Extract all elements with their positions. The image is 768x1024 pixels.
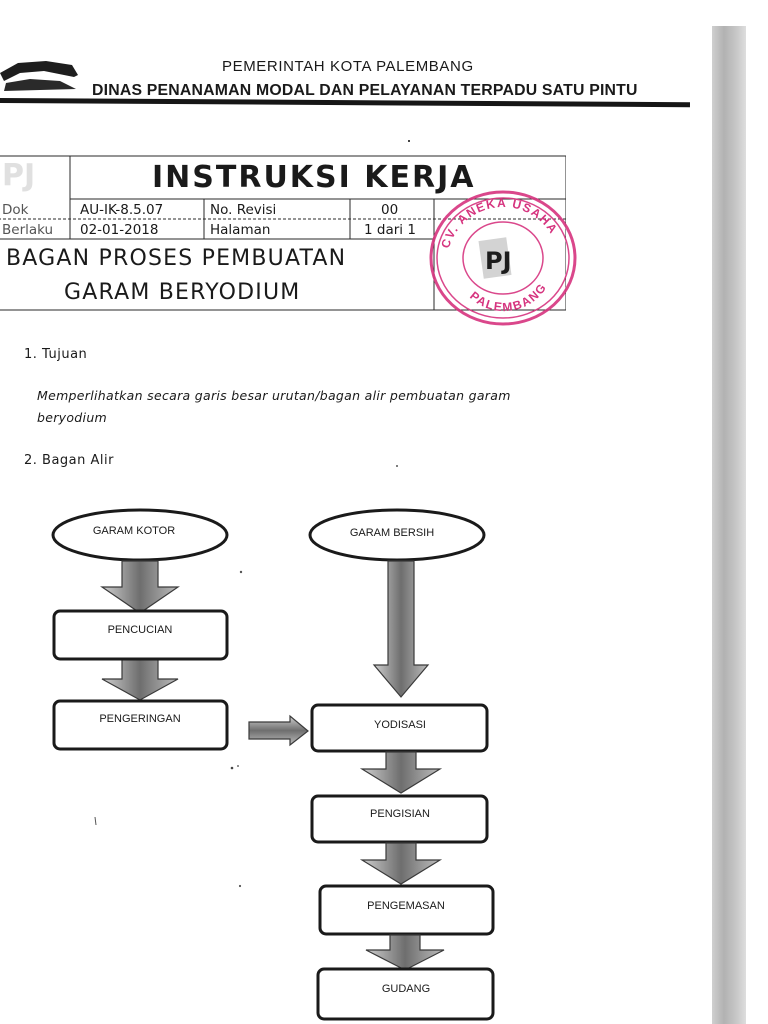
document-name-line-2: GARAM BERYODIUM: [64, 280, 301, 305]
step-pencucian-label: PENCUCIAN: [107, 624, 173, 636]
flowchart: [0, 495, 768, 1024]
speck: [239, 885, 241, 887]
step-yodisasi-label: YODISASI: [374, 719, 426, 731]
step-pengeringan-label: PENGERINGAN: [99, 713, 181, 725]
speck: [231, 767, 234, 770]
stamp-bottom-text: PALEMBANG: [467, 280, 550, 315]
speck: [237, 765, 239, 767]
arrow-down-long-icon: [374, 561, 428, 697]
step-pengemasan: [320, 886, 493, 934]
government-name: PEMERINTAH KOTA PALEMBANG: [222, 58, 474, 75]
stamp-top-text: CV. ANEKA USAHA: [438, 195, 561, 251]
step-yodisasi: [312, 705, 487, 751]
speck: [95, 817, 96, 825]
speck: [408, 140, 410, 142]
start-garam-kotor-label: GARAM KOTOR: [92, 525, 176, 537]
halaman-value: 1 dari 1: [364, 222, 416, 238]
arrow-right-icon: [249, 716, 308, 745]
berlaku-label: Berlaku: [2, 222, 54, 238]
section-1-body-line-2: beryodium: [37, 410, 108, 425]
speck: [240, 571, 242, 573]
step-pengeringan: [54, 701, 227, 749]
section-1-body-line-1: Memperlihatkan secara garis besar urutan/bagan alir pembuatan garam: [37, 388, 511, 403]
step-pengisian-label: PENGISIAN: [370, 808, 430, 820]
speck: [396, 465, 398, 467]
arrow-down-icon: [362, 752, 440, 793]
step-gudang-label: GUDANG: [381, 983, 431, 995]
berlaku-value: 02-01-2018: [80, 222, 159, 238]
dok-value: AU-IK-8.5.07: [80, 202, 164, 218]
arrow-down-icon: [362, 843, 440, 884]
start-garam-bersih: [310, 510, 484, 560]
start-garam-bersih-label: GARAM BERSIH: [349, 527, 435, 539]
revisi-label: No. Revisi: [210, 202, 277, 218]
step-pencucian: [54, 611, 227, 659]
step-pengemasan-label: PENGEMASAN: [367, 900, 445, 912]
table-logo: PJ: [2, 158, 36, 193]
dok-label: Dok: [2, 202, 29, 218]
revisi-value: 00: [381, 202, 399, 218]
start-garam-kotor: [53, 510, 227, 560]
city-logo-icon: [0, 55, 80, 95]
step-pengisian: [312, 796, 487, 842]
section-2-title: 2. Bagan Alir: [24, 453, 114, 468]
arrow-down-icon: [366, 935, 444, 970]
document-name-line-1: BAGAN PROSES PEMBUATAN: [6, 246, 347, 271]
stamp-logo-icon: PJ: [485, 247, 512, 275]
company-stamp: [425, 185, 581, 331]
arrow-down-icon: [102, 659, 178, 700]
step-gudang: [318, 969, 493, 1019]
arrow-down-icon: [102, 561, 178, 613]
document-type-title: INSTRUKSI KERJA: [152, 160, 476, 195]
section-1-title: 1. Tujuan: [24, 347, 88, 362]
agency-name: DINAS PENANAMAN MODAL DAN PELAYANAN TERPADU SATU PINTU: [92, 82, 638, 99]
halaman-label: Halaman: [210, 222, 271, 238]
